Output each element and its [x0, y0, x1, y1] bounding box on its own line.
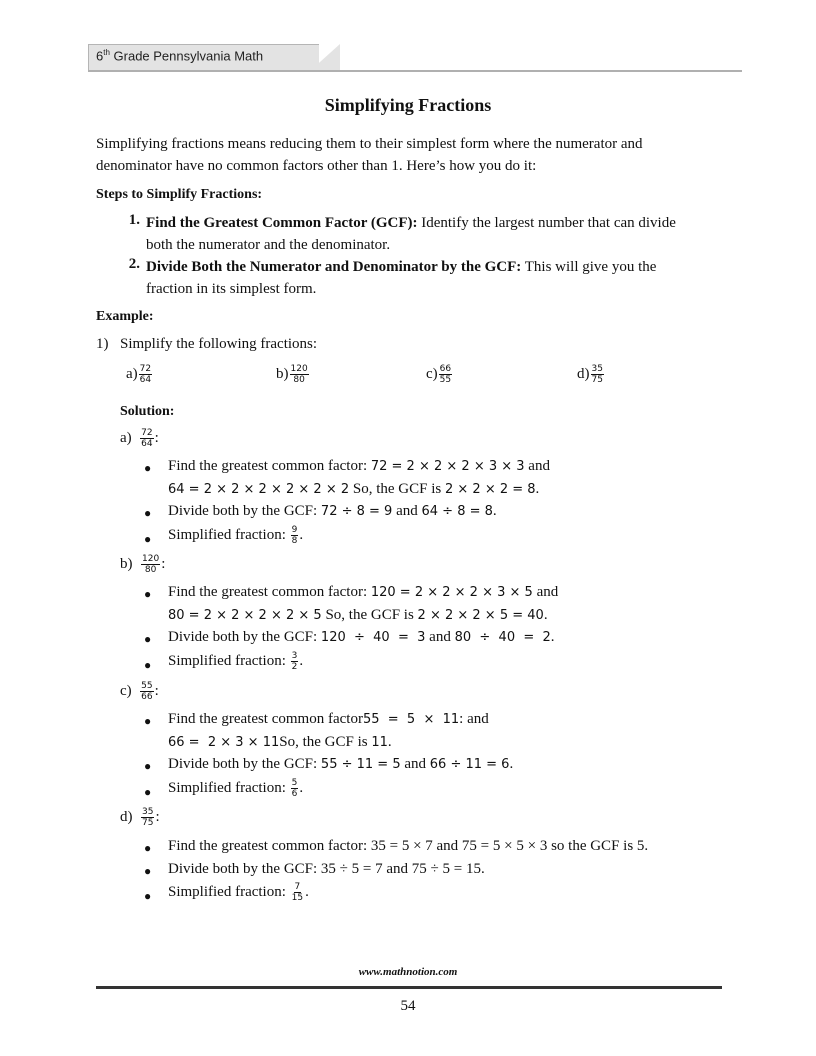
step-2-line-1: Divide Both the Numerator and Denominator by the GCF: This will give you the — [146, 259, 657, 275]
step-1-line-1: Find the Greatest Common Factor (GCF): Identify the largest number that can divide — [146, 215, 676, 231]
steps-heading: Steps to Simplify Fractions: — [96, 187, 263, 202]
part-b-simplified: Simplified fraction: $\frac{3}{2}$ . — [168, 651, 304, 673]
step-2-line-2: fraction in its simplest form. — [146, 281, 317, 297]
problem-fraction-a: a) $\frac{72}{64}$ — [126, 364, 152, 385]
fraction: $\frac{3}{2}$ — [291, 651, 298, 673]
bullet-icon: ● — [144, 632, 152, 646]
fraction: $\frac{5}{6}$ — [291, 778, 298, 800]
bullet-icon: ● — [144, 714, 152, 728]
part-d-gcf: Find the greatest common factor: 35 = 5 × 7 and 75 = 5 × 5 × 3 so the GCF is 5. — [168, 838, 649, 854]
fraction: $\frac{7}{15}$ — [291, 882, 304, 904]
part-a-gcf-line-1: Find the greatest common factor: 72 = 2 × 2 × 2 × 3 × 3 and — [168, 458, 550, 474]
intro-line-1: Simplifying fractions means reducing them to their simplest form where the numerator and — [96, 136, 643, 152]
header-tab-slant — [310, 44, 340, 71]
bullet-icon: ● — [144, 658, 152, 672]
problem-fraction-d: d) $\frac{35}{75}$ — [577, 364, 603, 385]
step-number: 2. — [128, 256, 140, 272]
problem-number: 1) — [96, 336, 109, 352]
fraction: $\frac{35}{75}$ — [591, 364, 603, 385]
step-number: 1. — [128, 212, 140, 228]
page-number: 54 — [400, 998, 416, 1014]
bullet-icon: ● — [144, 864, 152, 878]
part-a-gcf-line-2: 64 = 2 × 2 × 2 × 2 × 2 × 2 So, the GCF is 2 × 2 × 2 = 8. — [168, 481, 540, 497]
bullet-icon: ● — [144, 889, 152, 903]
intro-line-2: denominator have no common factors other than 1. Here’s how you do it: — [96, 158, 537, 174]
fraction: $\frac{55}{66}$ — [141, 681, 153, 702]
bullet-icon: ● — [144, 759, 152, 773]
part-a-label: a) $\frac{72}{64}$ : — [120, 428, 159, 449]
fraction: $\frac{66}{55}$ — [439, 364, 452, 385]
part-b-divide: Divide both by the GCF: 120 ÷ 40 = 3 and 80 ÷ 40 = 2. — [168, 629, 555, 645]
solution-heading: Solution: — [120, 404, 175, 419]
part-a-divide: Divide both by the GCF: 72 ÷ 8 = 9 and 64 ÷ 8 = 8. — [168, 503, 497, 519]
fraction: $\frac{120}{80}$ — [142, 554, 160, 575]
part-d-divide: Divide both by the GCF: 35 ÷ 5 = 7 and 75 ÷ 5 = 15. — [168, 861, 485, 877]
problem-fraction-c: c) $\frac{66}{55}$ — [426, 364, 452, 385]
bullet-icon: ● — [144, 461, 152, 475]
bullet-icon: ● — [144, 506, 152, 520]
part-a-simplified: Simplified fraction: $\frac{9}{8}$ . — [168, 525, 304, 547]
fraction: $\frac{72}{64}$ — [141, 428, 153, 449]
part-c-gcf-line-1: Find the greatest common factor55 = 5 × 11: and — [168, 711, 489, 727]
bullet-icon: ● — [144, 785, 152, 799]
part-b-label: b) $\frac{120}{80}$ : — [120, 554, 166, 575]
page-title: Simplifying Fractions — [324, 95, 492, 115]
step-1-line-2: both the numerator and the denominator. — [146, 237, 391, 253]
problem-fraction-b: b) $\frac{120}{80}$ — [276, 364, 308, 385]
bullet-icon: ● — [144, 532, 152, 546]
part-c-divide: Divide both by the GCF: 55 ÷ 11 = 5 and 66 ÷ 11 = 6. — [168, 756, 514, 772]
header-divider — [88, 70, 742, 72]
part-d-label: d) $\frac{35}{75}$ : — [120, 807, 160, 828]
part-b-gcf-line-1: Find the greatest common factor: 120 = 2 × 2 × 2 × 3 × 5 and — [168, 584, 559, 600]
bullet-icon: ● — [144, 841, 152, 855]
footer-divider — [96, 986, 722, 989]
part-b-gcf-line-2: 80 = 2 × 2 × 2 × 2 × 5 So, the GCF is 2 × 2 × 2 × 5 = 40. — [168, 607, 548, 623]
fraction: $\frac{120}{80}$ — [290, 364, 308, 385]
footer-url[interactable]: www.mathnotion.com — [358, 966, 458, 978]
fraction: $\frac{35}{75}$ — [142, 807, 154, 828]
fraction: $\frac{9}{8}$ — [291, 525, 298, 547]
bullet-icon: ● — [144, 587, 152, 601]
part-d-simplified: Simplified fraction: $\frac{7}{15}$ . — [168, 882, 309, 904]
header-title: 6th Grade Pennsylvania Math — [96, 48, 264, 64]
part-c-simplified: Simplified fraction: $\frac{5}{6}$ . — [168, 778, 304, 800]
part-c-label: c) $\frac{55}{66}$ : — [120, 681, 159, 702]
part-c-gcf-line-2: 66 = 2 × 3 × 11So, the GCF is 11. — [168, 734, 392, 750]
problem-text: Simplify the following fractions: — [120, 336, 318, 352]
fraction: $\frac{72}{64}$ — [139, 364, 152, 385]
example-heading: Example: — [96, 309, 154, 324]
